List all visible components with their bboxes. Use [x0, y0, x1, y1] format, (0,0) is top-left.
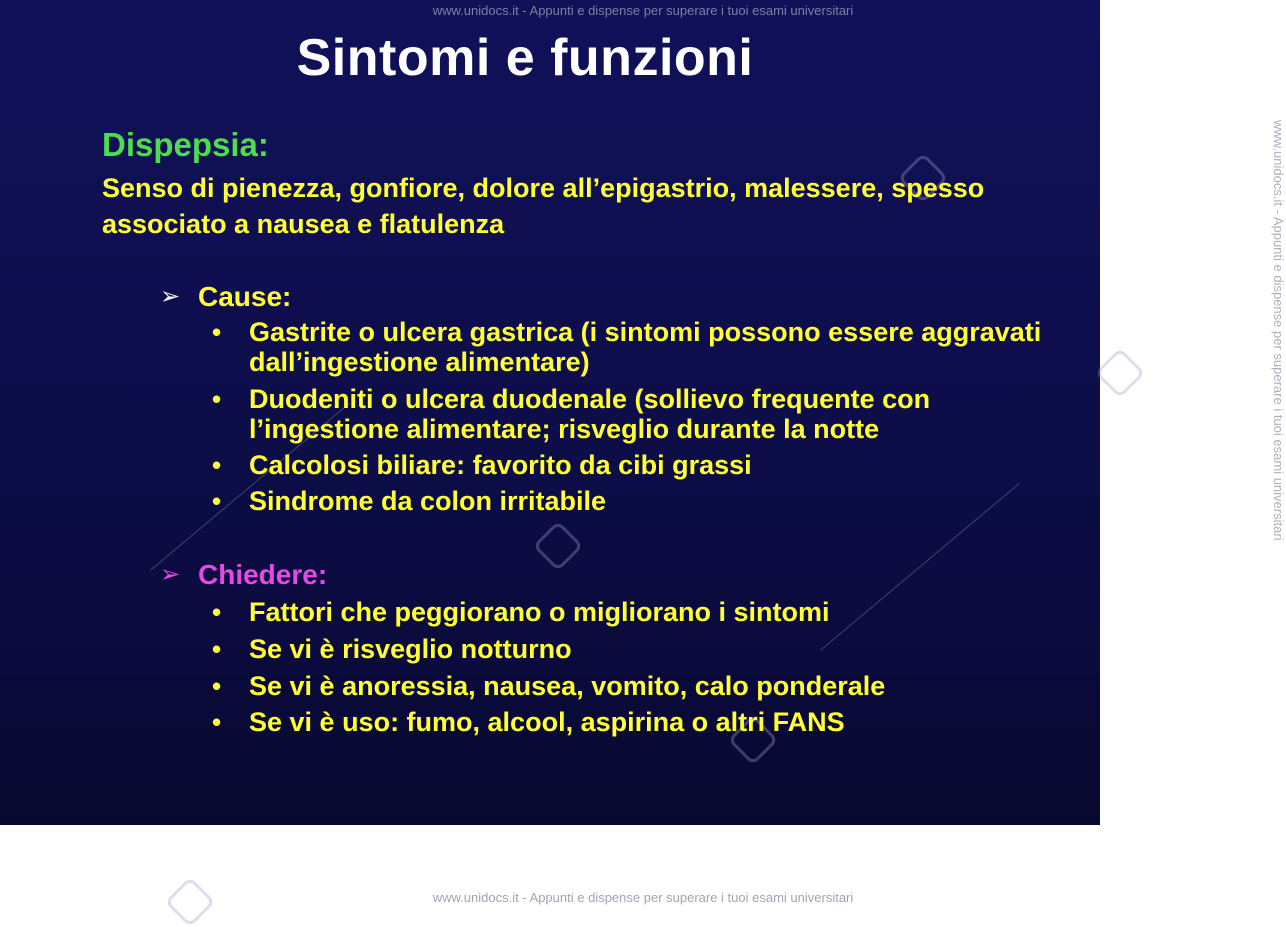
watermark-logo-icon — [1095, 348, 1146, 399]
watermark-text-side: www.unidocs.it - Appunti e dispense per superare i tuoi esami universitari — [1271, 120, 1286, 541]
bullet-icon: • — [212, 317, 222, 347]
list-item: Se vi è risveglio notturno — [249, 634, 572, 664]
bullet-icon: • — [212, 450, 222, 480]
section-title-cause: Cause: — [198, 281, 292, 312]
list-item: Se vi è uso: fumo, alcool, aspirina o altri FANS — [249, 707, 845, 737]
watermark-logo-icon — [533, 521, 584, 572]
list-item: Fattori che peggiorano o migliorano i sintomi — [249, 597, 830, 627]
slide-title: Sintomi e funzioni — [296, 29, 754, 87]
bullet-icon: • — [212, 384, 222, 414]
bullet-icon: • — [212, 634, 222, 664]
topic-description: Senso di pienezza, gonfiore, dolore all’epigastrio, malessere, spesso associato a nausea e flatulenza — [102, 173, 985, 239]
list-item: Calcolosi biliare: favorito da cibi grassi — [249, 450, 752, 480]
bullet-icon: • — [212, 597, 222, 627]
topic-heading: Dispepsia: — [102, 126, 269, 163]
arrow-bullet-icon: ➢ — [160, 561, 181, 588]
list-item: Sindrome da colon irritabile — [249, 486, 607, 516]
list-item: Duodeniti o ulcera duodenale (sollievo frequente con l’ingestione alimentare; risveglio durante la notte — [249, 384, 931, 444]
watermark-text-top: www.unidocs.it - Appunti e dispense per superare i tuoi esami universitari — [432, 3, 854, 18]
bullet-icon: • — [212, 707, 222, 737]
list-item: Gastrite o ulcera gastrica (i sintomi possono essere aggravati dall’ingestione alimentare) — [249, 317, 1042, 377]
list-item: Se vi è anoressia, nausea, vomito, calo ponderale — [249, 671, 886, 701]
section-title-chiedere: Chiedere: — [198, 559, 328, 590]
watermark-logo-icon — [165, 877, 216, 927]
arrow-bullet-icon: ➢ — [160, 283, 181, 310]
watermark-text-bottom: www.unidocs.it - Appunti e dispense per superare i tuoi esami universitari — [432, 890, 854, 905]
bullet-icon: • — [212, 486, 222, 516]
bullet-icon: • — [212, 671, 222, 701]
